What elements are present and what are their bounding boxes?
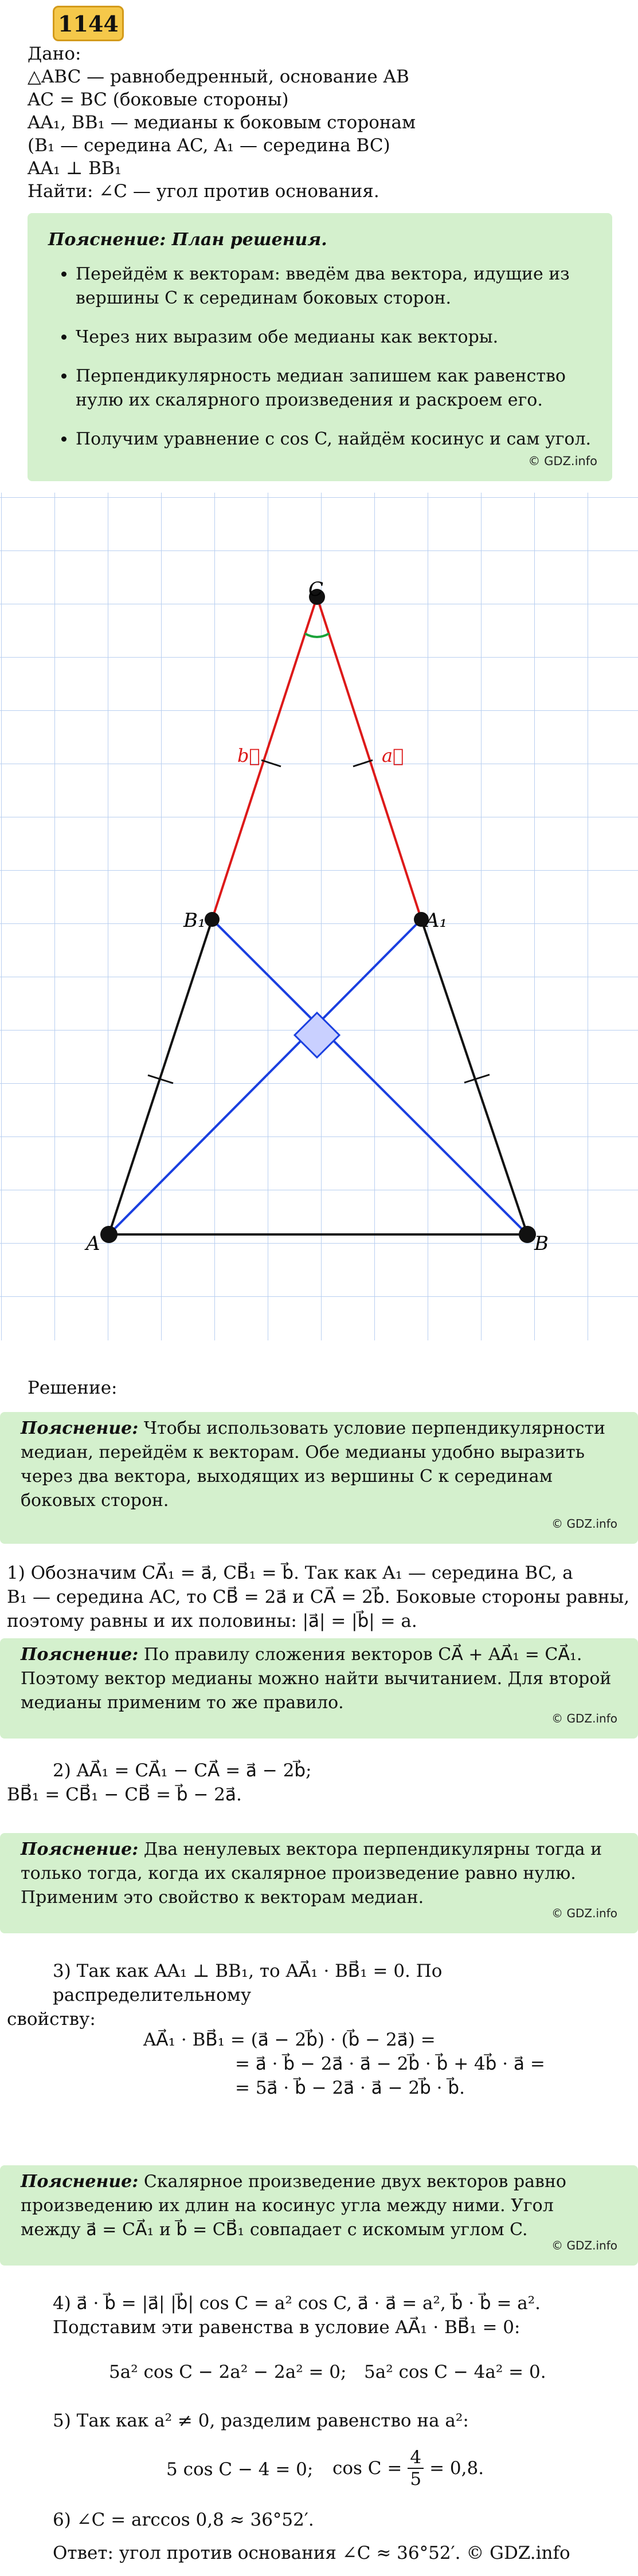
step-2 <box>0 1759 638 1807</box>
explanation-heading: Пояснение: <box>21 1418 139 1438</box>
label-vector-a: a⃗ <box>382 745 404 766</box>
explanation-heading: Пояснение: <box>21 2172 139 2192</box>
plan-item: • Через них выразим обе медианы как векторы. <box>76 325 592 349</box>
numerator: 4 <box>408 2447 424 2469</box>
explanation-card <box>0 1833 638 1933</box>
explanation-card <box>0 2165 638 2266</box>
step-line: Подставим эти равенства в условие AA⃗₁ · BB⃗₁ = 0: <box>53 2317 520 2338</box>
label-A1: A₁ <box>425 909 448 932</box>
given-line: AA₁, BB₁ — медианы к боковым сторонам <box>28 112 416 133</box>
explanation-text: По правилу сложения векторов CA⃗ + AA⃗₁ = CA⃗₁. Поэтому вектор медианы можно найти вычитанием. Для второй медианы применим то же правило. <box>21 1645 612 1713</box>
step-3 <box>0 1959 638 2031</box>
fraction <box>408 2447 424 2490</box>
step-4 <box>0 2291 638 2339</box>
step-5-eq-left: 5 cos C − 4 = 0; <box>166 2459 314 2480</box>
step-line: 2) AA⃗₁ = CA⃗₁ − CA⃗ = a⃗ − 2b⃗; <box>53 1760 312 1781</box>
plan-heading: Пояснение: План решения. <box>48 230 327 250</box>
explanation-card <box>0 1638 638 1739</box>
step-line: 1) Обозначим CA⃗₁ = a⃗, CB⃗₁ = b⃗. Так как A₁ — середина BC, а <box>7 1563 573 1583</box>
given-line: (B₁ — середина AC, A₁ — середина BC) <box>28 135 390 156</box>
given-line: AC = BC (боковые стороны) <box>28 89 289 110</box>
plan-item: • Перейдём к векторам: введём два вектора, идущие из вершины C к серединам боковых сторон. <box>76 262 592 310</box>
step-line: 4) a⃗ · b⃗ = |a⃗| |b⃗| cos C = a² cos C, a⃗ · a⃗ = a², b⃗ · b⃗ = a². <box>53 2293 541 2314</box>
given-block <box>28 42 416 203</box>
label-C: C <box>308 578 324 601</box>
plan-item: • Получим уравнение с cos C, найдём косинус и сам угол. <box>76 427 592 451</box>
watermark: © GDZ.info <box>551 1712 617 1725</box>
step-line: 3) Так как AA₁ ⊥ BB₁, то AA⃗₁ · BB⃗₁ = 0. По распределительному <box>53 1961 443 2005</box>
answer: Ответ: угол против основания ∠C ≈ 36°52′. © GDZ.info <box>53 2543 570 2563</box>
explanation-heading: Пояснение: <box>21 1839 139 1859</box>
explanation-text: Два ненулевых вектора перпендикулярны тогда и только тогда, когда их скалярное произведение равно нулю. Применим это свойство к векторам медиан. <box>21 1839 602 1908</box>
cos-c-label: cos C = <box>332 2458 402 2479</box>
plan-item: • Перпендикулярность медиан запишем как равенство нулю их скалярного произведения и раскроем его. <box>76 364 592 412</box>
step-5: 5) Так как a² ≠ 0, разделим равенство на a²: <box>53 2410 469 2431</box>
explanation-card <box>0 1412 638 1544</box>
problem-number-badge: 1144 <box>53 6 124 41</box>
find-line: Найти: ∠C — угол против основания. <box>28 181 379 202</box>
step-1 <box>0 1561 638 1633</box>
plan-list <box>48 262 592 451</box>
step-line: поэтому равны и их половины: |a⃗| = |b⃗| = a. <box>7 1611 417 1631</box>
watermark: © GDZ.info <box>551 1906 617 1920</box>
step-5-eq-right <box>332 2445 484 2492</box>
step-3-equation <box>143 2028 545 2100</box>
vertex-B <box>519 1226 536 1243</box>
given-label: Дано: <box>28 44 81 64</box>
step-line: B₁ — середина AC, то CB⃗ = 2a⃗ и CA⃗ = 2b⃗. Боковые стороны равны, <box>7 1587 630 1607</box>
given-line: △ABC — равнобедренный, основание AB <box>28 66 409 87</box>
step-4-eq-right: 5a² cos C − 4a² = 0. <box>364 2362 546 2382</box>
explanation-text: Скалярное произведение двух векторов равно произведению их длин на косинус угла между ними. Угол между a⃗ = CA⃗₁ и b⃗ = CB⃗₁ совпадает с искомым углом C. <box>21 2172 566 2240</box>
given-line: AA₁ ⊥ BB₁ <box>28 158 122 179</box>
watermark: © GDZ.info <box>551 2239 617 2252</box>
equation-line: = a⃗ · b⃗ − 2a⃗ · a⃗ − 2b⃗ · b⃗ + 4b⃗ · a⃗ = <box>235 2054 545 2074</box>
plan-card <box>28 213 612 481</box>
triangle-figure <box>0 493 638 1340</box>
watermark: © GDZ.info <box>528 454 597 468</box>
result: = 0,8. <box>429 2458 484 2479</box>
label-B1: B₁ <box>183 909 206 932</box>
label-vector-b: b⃗ <box>237 745 260 766</box>
watermark: © GDZ.info <box>551 1517 617 1531</box>
equation-line: AA⃗₁ · BB⃗₁ = (a⃗ − 2b⃗) · (b⃗ − 2a⃗) = <box>143 2030 436 2050</box>
step-6: 6) ∠C = arccos 0,8 ≈ 36°52′. <box>53 2510 314 2530</box>
explanation-text: Чтобы использовать условие перпендикулярности медиан, перейдём к векторам. Обе медианы удобно выразить через два вектора, выходящих из вершины C к серединам боковых сторон. <box>21 1418 606 1511</box>
explanation-heading: Пояснение: <box>21 1645 139 1665</box>
grid-background <box>0 493 638 1340</box>
vertex-A <box>100 1226 118 1243</box>
step-4-eq-left: 5a² cos C − 2a² − 2a² = 0; <box>109 2362 347 2382</box>
step-line: BB⃗₁ = CB⃗₁ − CB⃗ = b⃗ − 2a⃗. <box>7 1784 242 1805</box>
vertex-B1 <box>205 912 220 927</box>
solution-label: Решение: <box>28 1378 118 1398</box>
label-B: B <box>534 1232 549 1255</box>
label-A: A <box>86 1232 100 1255</box>
equation-line: = 5a⃗ · b⃗ − 2a⃗ · a⃗ − 2b⃗ · b⃗. <box>235 2078 465 2098</box>
step-line: свойству: <box>7 2009 96 2030</box>
denominator: 5 <box>410 2469 422 2490</box>
